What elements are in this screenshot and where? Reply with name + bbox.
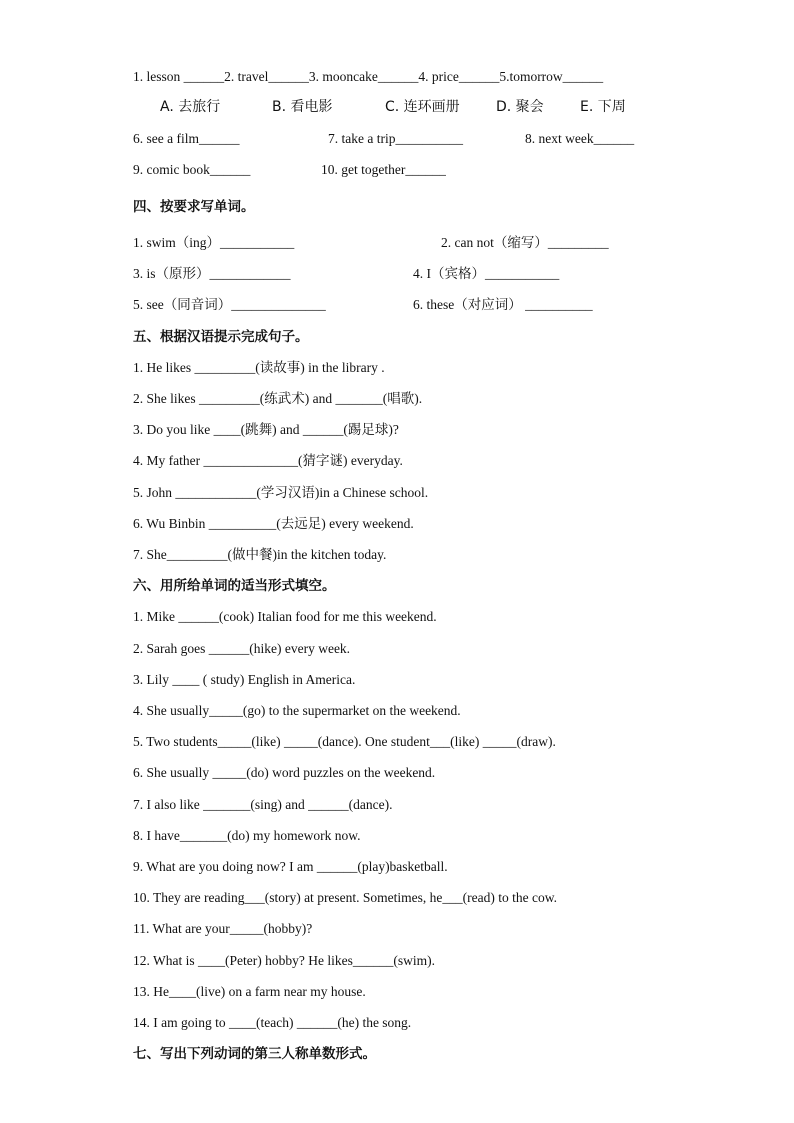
word-item-3: 3. is（原形）____________: [133, 266, 291, 281]
matching-item-7: 7. take a trip__________: [328, 131, 463, 146]
matching-items-1-5: 1. lesson ______2. travel______3. mooncake______4. price______5.tomorrow______: [133, 69, 604, 84]
word-item-2: 2. can not（缩写）_________: [441, 235, 609, 250]
matching-item-8: 8. next week______: [525, 131, 635, 146]
worksheet-page: 1. lesson ______2. travel______3. mooncake______4. price______5.tomorrow______ A. 去旅行 B. 看电影 C. 连环画册 D. 聚会 E. 下周 6. see a film______ 7. take a trip__________ 8. next week______ 9. comic book______ 10. get together______ 四、按要求写单词。 1. swim（ing）___________ 2. can not（缩写）_________ 3. is（原形）____________ 4. I（宾格）___________ 5. see（同音词）______________ 6. these（对应词） __________ 五、根据汉语提示完成句子。 1. He likes _________(读故事) in the library . 2. She likes _________(练武术) and _______(唱歌). 3. Do you like ____(跳舞) and ______(踢足球)? 4. My father ______________(猜字谜) everyday. 5. John ____________(学习汉语)in a Chinese school. 6. Wu Binbin __________(去远足) every weekend. 7. She_________(做中餐)in the kitchen today. 六、用所给单词的适当形式填空。 1. Mike ______(cook) Italian food for me this weekend. 2. Sarah goes ______(hike) every week. 3. Lily ____ ( study) English in America. 4. She usually_____(go) to the supermarket on the weekend. 5. Two students_____(like) _____(dance). One student___(like) _____(draw). 6. She usually _____(do) word puzzles on the weekend. 7. I also like _______(sing) and ______(dance). 8. I have_______(do) my homework now. 9. What are you doing now? I am ______(play)basketball. 10. They are reading___(story) at present. Sometimes, he___(read) to the cow. 11. What are your_____(hobby)? 12. What is ____(Peter) hobby? He likes______(swim). 13. He____(live) on a farm near my house. 14. I am going to ____(teach) ______(he) the song. 七、写出下列动词的第三人称单数形式。: [133, 69, 635, 1062]
matching-item-9: 9. comic book______: [133, 162, 251, 177]
matching-item-6: 6. see a film______: [133, 131, 240, 146]
word-item-1: 1. swim（ing）___________: [133, 235, 295, 250]
option-d: D. 聚会: [496, 99, 544, 115]
option-b: B. 看电影: [272, 99, 333, 115]
word-item-4: 4. I（宾格）___________: [413, 266, 560, 281]
option-a: A. 去旅行: [160, 99, 221, 115]
matching-item-10: 10. get together______: [321, 162, 446, 177]
option-c: C. 连环画册: [385, 99, 460, 115]
word-item-6: 6. these（对应词） __________: [413, 297, 593, 312]
option-e: E. 下周: [580, 99, 626, 115]
word-item-5: 5. see（同音词）______________: [133, 297, 326, 312]
